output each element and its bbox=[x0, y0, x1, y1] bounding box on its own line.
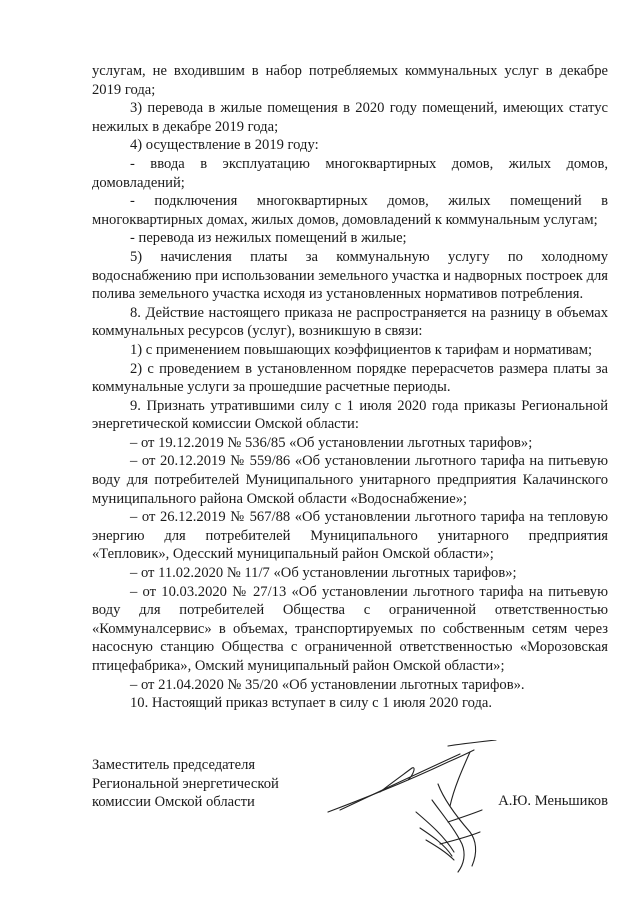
paragraph: 2) с проведением в установленном порядке перерасчетов размера платы за коммунальные услуги за прошедшие расчетные периоды. bbox=[92, 360, 608, 396]
paragraph: услугам, не входившим в набор потребляемых коммунальных услуг в декабре 2019 года; bbox=[92, 63, 608, 98]
paragraph: 1) с применением повышающих коэффициентов к тарифам и нормативам; bbox=[130, 341, 593, 358]
paragraph: - подключения многоквартирных домов, жилых помещений в многоквартирных домах, жилых домов, домовладений к коммунальным услугам; bbox=[92, 193, 608, 228]
signature-block bbox=[92, 756, 608, 866]
paragraph: – от 21.04.2020 № 35/20 «Об установлении льготных тарифов». bbox=[130, 676, 525, 693]
paragraph: – от 26.12.2019 № 567/88 «Об установлении льготного тарифа на тепловую энергию для потребителей Муниципального унитарного предприятия «Тепловик», Одесский муниципальный район Омской области»; bbox=[92, 509, 608, 563]
document-body bbox=[92, 62, 608, 713]
paragraph: 3) перевода в жилые помещения в 2020 году помещений, имеющих статус нежилых в декабре 2019 года; bbox=[92, 100, 608, 135]
paragraph: 10. Настоящий приказ вступает в силу с 1 июля 2020 года. bbox=[130, 695, 493, 712]
paragraph: 9. Признать утратившими силу с 1 июля 2020 года приказы Региональной энергетической комиссии Омской области: bbox=[92, 397, 608, 433]
paragraph: - перевода из нежилых помещений в жилые; bbox=[130, 230, 407, 247]
signatory-title-line: комиссии Омской области bbox=[92, 794, 255, 811]
paragraph: – от 19.12.2019 № 536/85 «Об установлении льготных тарифов»; bbox=[130, 434, 533, 451]
paragraph: – от 20.12.2019 № 559/86 «Об установлении льготного тарифа на питьевую воду для потребителей Муниципального унитарного предприятия Калачинского муниципального района Омской области «Водоснабжение»; bbox=[92, 453, 608, 507]
paragraph: 5) начисления платы за коммунальную услугу по холодному водоснабжению при использовании земельного участка и надворных построек для полива земельного участка исходя из установленных нормативов потребления. bbox=[92, 248, 608, 303]
signatory-title-line: Региональной энергетической bbox=[92, 775, 279, 792]
paragraph: – от 10.03.2020 № 27/13 «Об установлении льготного тарифа на питьевую воду для потребителей Общества с ограниченной ответственностью «Коммуналсервис» в объемах, транспортируемых по собственным сетям через насосную станцию Общества с ограниченной ответственностью «Морозовская птицефабрика», Омский муниципальный район Омской области»; bbox=[92, 583, 608, 674]
paragraph: 8. Действие настоящего приказа не распространяется на разницу в объемах коммунальных ресурсов (услуг), возникшую в связи: bbox=[92, 304, 608, 340]
signatory-name: А.Ю. Меньшиков bbox=[498, 793, 608, 809]
paragraph: 4) осуществление в 2019 году: bbox=[130, 137, 319, 154]
paragraph: - ввода в эксплуатацию многоквартирных домов, жилых домов, домовладений; bbox=[92, 155, 608, 191]
paragraph: – от 11.02.2020 № 11/7 «Об установлении льготных тарифов»; bbox=[130, 565, 517, 582]
signatory-title-line: Заместитель председателя bbox=[92, 757, 256, 773]
handwritten-signature bbox=[320, 740, 510, 880]
signatory-title bbox=[92, 756, 279, 812]
